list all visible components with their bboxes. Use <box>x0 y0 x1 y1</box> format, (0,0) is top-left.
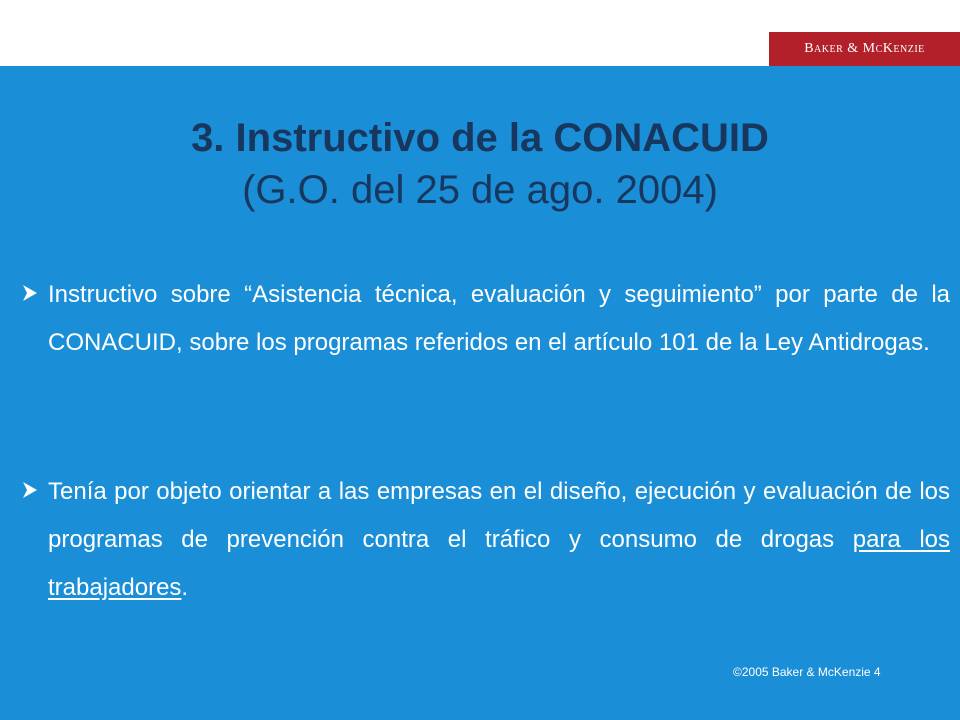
bullet-text-main: Tenía por objeto orientar a las empresas en el diseño, ejecución y evaluación de los programas de prevención contra el tráfico y consumo de drogas <box>48 478 950 553</box>
logo-text: Baker & McKenzie <box>804 41 925 56</box>
underlined-phrase: para los trabajadores <box>48 526 951 601</box>
bullet-item <box>20 468 950 612</box>
arrowhead-bullet-icon <box>20 480 40 500</box>
bullet-text-end: . <box>181 574 189 601</box>
bullet-text <box>48 468 950 612</box>
slide-title <box>0 112 960 216</box>
arrowhead-bullet-icon <box>20 283 40 303</box>
bullet-text: Instructivo sobre “Asistencia técnica, evaluación y seguimiento” por parte de la CONACUID, sobre los programas referidos en el artículo 101 de la Ley Antidrogas. <box>48 281 950 356</box>
footer-copyright: ©2005 Baker & McKenzie 4 <box>733 665 881 679</box>
baker-mckenzie-logo <box>769 32 960 66</box>
bullet-item <box>20 271 950 367</box>
title-line-1: 3. Instructivo de la CONACUID <box>191 116 769 160</box>
title-line-2: (G.O. del 25 de ago. 2004) <box>242 168 718 212</box>
